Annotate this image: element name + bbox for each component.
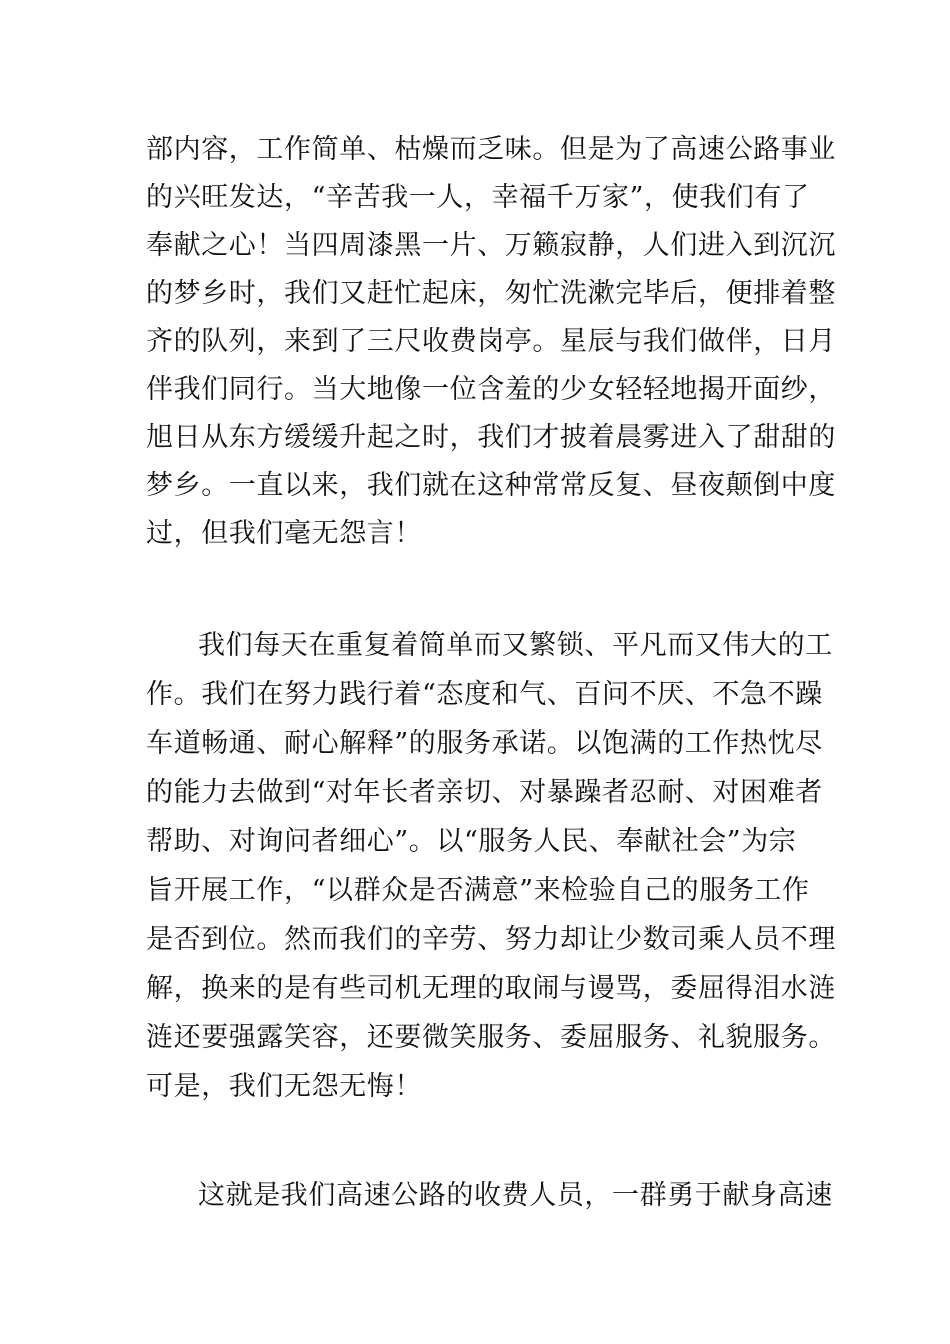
paragraph-line: 伴我们同行。当大地像一位含羞的少女轻轻地揭开面纱， bbox=[146, 374, 836, 405]
paragraph-line: 这就是我们高速公路的收费人员，一群勇于献身高速 bbox=[198, 1180, 833, 1211]
paragraph-line: 解，换来的是有些司机无理的取闹与谩骂，委屈得泪水涟 bbox=[146, 973, 836, 1004]
paragraph-line: 旭日从东方缓缓升起之时，我们才披着晨雾进入了甜甜的 bbox=[146, 422, 836, 453]
paragraph-line: 的能力去做到“对年长者亲切、对暴躁者忍耐、对困难者 bbox=[146, 777, 823, 808]
paragraph-line: 的兴旺发达，“辛苦我一人，幸福千万家”，使我们有了 bbox=[146, 182, 810, 213]
paragraph-line: 是否到位。然而我们的辛劳、努力却让少数司乘人员不理 bbox=[146, 924, 836, 955]
paragraph-line: 作。我们在努力践行着“态度和气、百问不厌、不急不躁 bbox=[146, 679, 823, 710]
paragraph-line: 过，但我们毫无怨言！ bbox=[146, 518, 422, 549]
paragraph-line: 的梦乡时，我们又赶忙起床，匆忙洗漱完毕后，便排着整 bbox=[146, 278, 836, 309]
paragraph-line: 齐的队列，来到了三尺收费岗亭。星辰与我们做伴，日月 bbox=[146, 326, 836, 357]
paragraph-line: 部内容，工作简单、枯燥而乏味。但是为了高速公路事业 bbox=[146, 134, 836, 165]
paragraph-line: 奉献之心！当四周漆黑一片、万籁寂静，人们进入到沉沉 bbox=[146, 230, 836, 261]
paragraph-line: 涟还要强露笑容，还要微笑服务、委屈服务、礼貌服务。 bbox=[146, 1022, 836, 1053]
paragraph-line: 可是，我们无怨无悔！ bbox=[146, 1071, 422, 1102]
paragraph-line: 我们每天在重复着简单而又繁锁、平凡而又伟大的工 bbox=[198, 630, 833, 661]
paragraph-line: 帮助、对询问者细心”。以“服务人民、奉献社会”为宗 bbox=[146, 826, 797, 857]
paragraph-line: 梦乡。一直以来，我们就在这种常常反复、昼夜颠倒中度 bbox=[146, 470, 836, 501]
paragraph-line: 车道畅通、耐心解释”的服务承诺。以饱满的工作热忱尽 bbox=[146, 728, 823, 759]
paragraph-line: 旨开展工作，“以群众是否满意”来检验自己的服务工作 bbox=[146, 875, 810, 906]
